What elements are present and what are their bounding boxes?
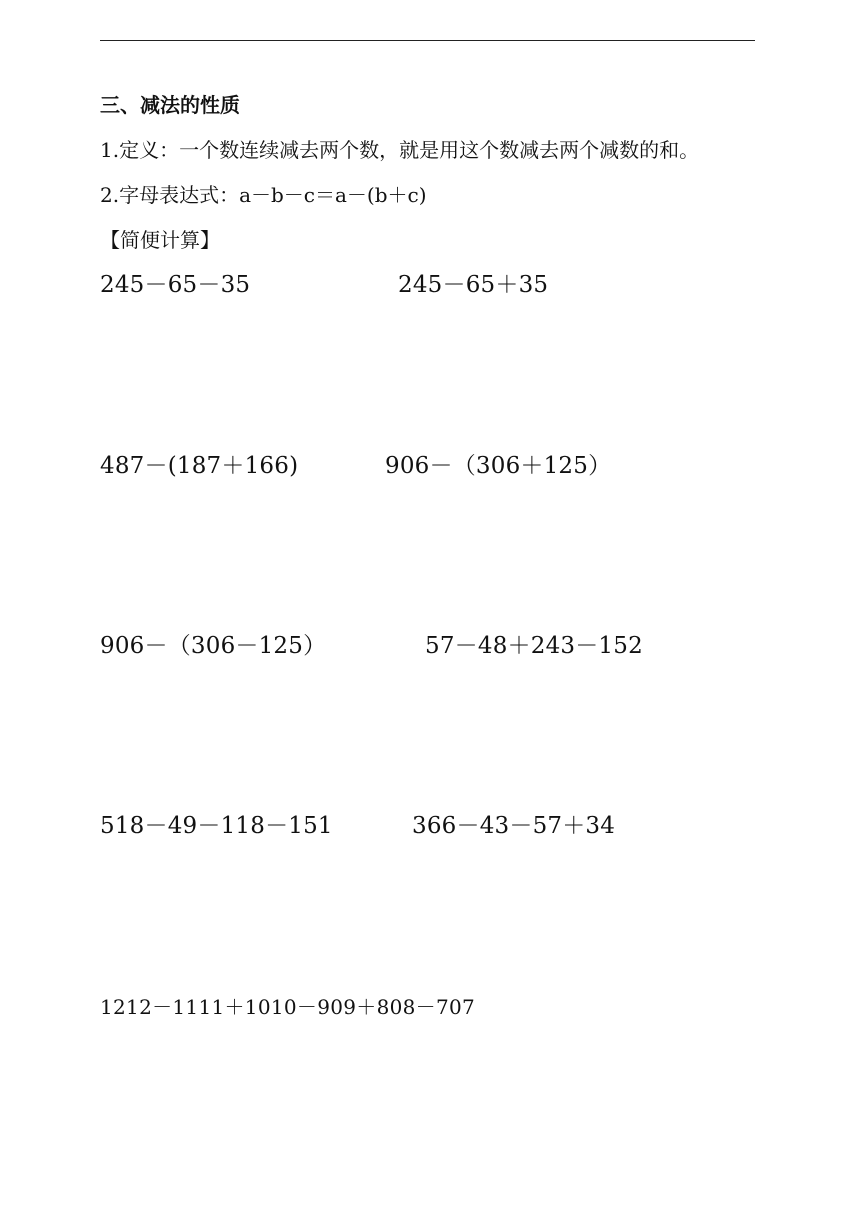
practice-title: 【简便计算】 [100, 228, 220, 252]
expression-3: 487－(187＋166) [100, 453, 299, 479]
expression-1: 245－65－35 [100, 272, 251, 298]
expression-7: 518－49－118－151 [100, 813, 333, 839]
section-title: 三、减法的性质 [100, 93, 240, 117]
expression-4: 906－（306＋125） [385, 453, 612, 479]
expression-8: 366－43－57＋34 [412, 813, 616, 839]
expression-5: 906－（306－125） [100, 633, 327, 659]
expression-9: 1212－1111＋1010－909＋808－707 [100, 995, 476, 1019]
expression-6: 57－48＋243－152 [425, 633, 643, 659]
header-rule [100, 40, 755, 41]
expression-2: 245－65＋35 [398, 272, 549, 298]
definition-text: 1.定义：一个数连续减去两个数，就是用这个数减去两个减数的和。 [100, 138, 700, 162]
formula-text: 2.字母表达式：a－b－c＝a－(b＋c) [100, 183, 427, 207]
